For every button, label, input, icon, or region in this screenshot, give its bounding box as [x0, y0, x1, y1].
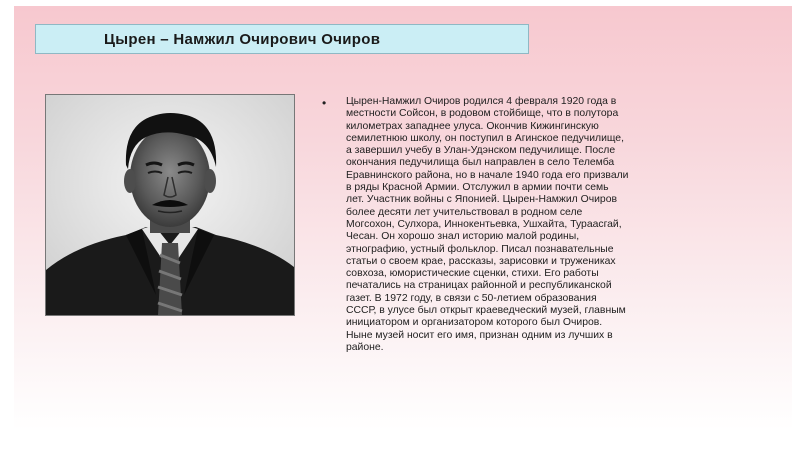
presentation-slide [14, 6, 792, 430]
portrait-photo [45, 94, 295, 316]
title-box [35, 24, 529, 54]
portrait-image [46, 95, 294, 315]
biography-text: Цырен-Намжил Очиров родился 4 февраля 1920 года в местности Сойсон, в родовом стойбище, что в полутора километрах западнее улуса. Окончив Кижингинскую семилетнюю школу, он поступил в Агинское педучилище, а завершил учебу в Улан-Удэнском педучилище. После окончания педучилища был направлен в село Телемба Еравнинского района, но в начале 1940 года его призвали в ряды Красной Армии. Отслужил в армии почти семь лет. Участник войны с Японией. Цырен-Намжил Очиров более десяти лет учительствовал в родном селе Могсохон, Сулхора, Иннокентьевка, Ушхайта, Тураасгай, Чесан. Он хорошо знал историю малой родины, этнографию, устный фольклор. Писал познавательные статьи о своем крае, рассказы, зарисовки и тружениках совхоза, юмористические сценки, стихи. Его работы печатались на страницах районной и республиканской газет. В 1972 году, в связи с 50-летием образования СССР, в улусе был открыт краеведческий музей, главным инициатором и организатором которого был Очиров. Ныне музей носит его имя, признан одним из лучших в районе. [346, 96, 629, 353]
slide-title: Цырен – Намжил Очирович Очиров [104, 30, 381, 48]
bullet-marker: • [322, 96, 327, 110]
